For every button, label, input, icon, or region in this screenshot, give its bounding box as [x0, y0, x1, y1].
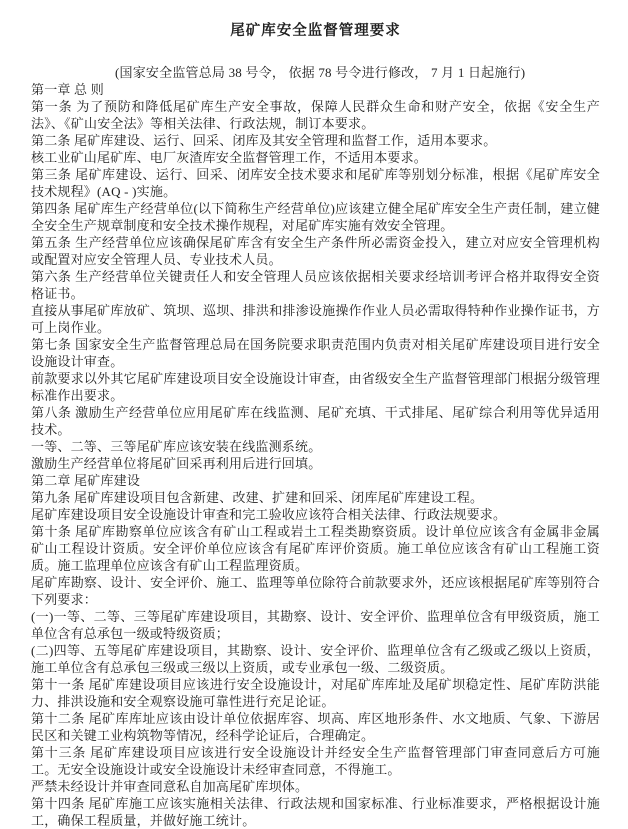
article-paragraph: 第三条 尾矿库建设、运行、回采、闭库安全技术要求和尾矿库等别划分标准，根据《尾矿库安全技术规程》(AQ - )实施。 [31, 167, 600, 199]
article-paragraph: 第二条 尾矿库建设、运行、回采、闭库及其安全管理和监督工作，适用本要求。 [31, 133, 497, 148]
paragraph: 前款要求以外其它尾矿库建设项目安全设施设计审查，由省级安全生产监督管理部门根据分级管理标准作出要求。 [31, 371, 600, 403]
document-body [31, 81, 600, 829]
document-subtitle: (国家安全监管总局 38 号令， 依据 78 号令进行修改， 7 月 1 日起施行) [115, 65, 526, 80]
paragraph: 尾矿库建设项目安全设施设计审查和完工验收应该符合相关法律、行政法规要求。 [31, 507, 507, 522]
article-paragraph: 第十四条 尾矿库施工应该实施相关法律、行政法规和国家标准、行业标准要求，严格根据设计施工，确保工程质量，并做好施工统计。 [31, 796, 600, 828]
article-paragraph: 第一条 为了预防和降低尾矿库生产安全事故，保障人民群众生命和财产安全，依据《安全生产法》、《矿山安全法》等相关法律、行政法规，制订本要求。 [31, 99, 600, 131]
paragraph: 直接从事尾矿库放矿、筑坝、巡坝、排洪和排渗设施操作作业人员必需取得特种作业操作证书，方可上岗作业。 [31, 303, 600, 335]
article-paragraph: 第五条 生产经营单位应该确保尾矿库含有安全生产条件所必需资金投入，建立对应安全管理机构或配置对应安全管理人员、专业技术人员。 [31, 235, 600, 267]
list-item-paragraph: (一)一等、二等、三等尾矿库建设项目，其勘察、设计、安全评价、监理单位含有甲级资质，施工单位含有总承包一级或特级资质； [31, 609, 600, 641]
article-paragraph: 第十二条 尾矿库库址应该由设计单位依据库容、坝高、库区地形条件、水文地质、气象、下游居民区和关键工业构筑物等情况，经科学论证后，合理确定。 [31, 711, 600, 743]
article-paragraph: 第十一条 尾矿库建设项目应该进行安全设施设计，对尾矿库库址及尾矿坝稳定性、尾矿库防洪能力、排洪设施和安全观察设施可靠性进行充足论证。 [31, 677, 600, 709]
article-paragraph: 第十三条 尾矿库建设项目应该进行安全设施设计并经安全生产监督管理部门审查同意后方可施工。无安全设施设计或安全设施设计未经审查同意，不得施工。 [31, 745, 600, 777]
paragraph: 尾矿库勘察、设计、安全评价、施工、监理等单位除符合前款要求外，还应该根据尾矿库等别符合下列要求： [31, 575, 600, 607]
article-paragraph: 第九条 尾矿库建设项目包含新建、改建、扩建和回采、闭库尾矿库建设工程。 [31, 490, 484, 505]
chapter-heading: 第一章 总 则 [31, 82, 104, 97]
paragraph: 一等、二等、三等尾矿库应该安装在线监测系统。 [31, 439, 322, 454]
article-paragraph: 第四条 尾矿库生产经营单位(以下简称生产经营单位)应该建立健全尾矿库安全生产责任制，建立健全安全生产规章制度和安全技术操作规程，对尾矿库实施有效安全管理。 [31, 201, 600, 233]
article-paragraph: 第八条 激励生产经营单位应用尾矿库在线监测、尾矿充填、干式排尾、尾矿综合利用等优异适用技术。 [31, 405, 600, 437]
article-paragraph: 第十条 尾矿库勘察单位应该含有矿山工程或岩土工程类勘察资质。设计单位应该含有金属非金属矿山工程设计资质。安全评价单位应该含有尾矿库评价资质。施工单位应该含有矿山工程施工资质。施工监理单位应该含有矿山工程监理资质。 [31, 524, 600, 573]
article-paragraph: 第六条 生产经营单位关键责任人和安全管理人员应该依据相关要求经培训考评合格并取得安全资格证书。 [31, 269, 600, 301]
document-title: 尾矿库安全监督管理要求 [230, 23, 401, 39]
list-item-paragraph: (二)四等、五等尾矿库建设项目，其勘察、设计、安全评价、监理单位含有乙级或乙级以上资质，施工单位含有总承包三级或三级以上资质，或专业承包一级、二级资质。 [31, 643, 600, 675]
chapter-heading: 第二章 尾矿库建设 [31, 473, 141, 488]
paragraph: 核工业矿山尾矿库、电厂灰渣库安全监督管理工作，不适用本要求。 [31, 150, 428, 165]
paragraph: 激励生产经营单位将尾矿回采再利用后进行回填。 [31, 456, 322, 471]
paragraph: 严禁未经设计并审查同意私自加高尾矿库坝体。 [31, 779, 309, 794]
article-paragraph: 第七条 国家安全生产监督管理总局在国务院要求职责范围内负责对相关尾矿库建设项目进行安全设施设计审查。 [31, 337, 600, 369]
